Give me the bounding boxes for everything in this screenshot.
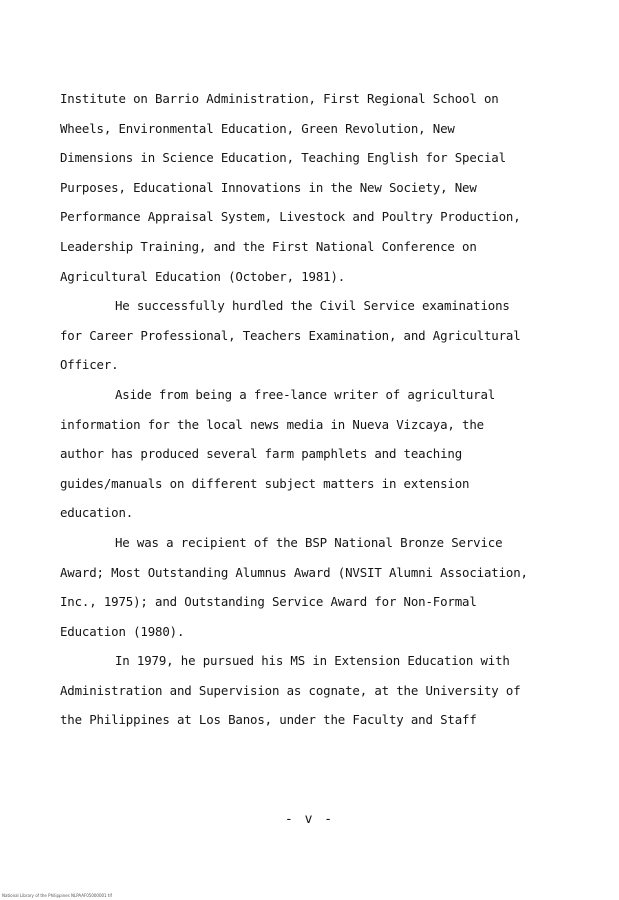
paragraph-start-line: He was a recipient of the BSP National Bronze Service [115, 534, 503, 550]
text-line: Administration and Supervision as cognate, at the University of [60, 682, 521, 698]
body-text [60, 84, 550, 735]
text-line: Wheels, Environmental Education, Green Revolution, New [60, 120, 455, 136]
text-line: the Philippines at Los Banos, under the Faculty and Staff [60, 712, 477, 728]
text-line: Institute on Barrio Administration, First Regional School on [60, 91, 499, 106]
text-line: Performance Appraisal System, Livestock and Poultry Production, [60, 209, 521, 225]
text-line: Dimensions in Science Education, Teaching English for Special [60, 150, 506, 166]
text-line: information for the local news media in Nueva Vizcaya, the [60, 416, 484, 432]
text-line: Education (1980). [60, 623, 185, 639]
text-line: for Career Professional, Teachers Examination, and Agricultural [60, 327, 521, 343]
text-line: Purposes, Educational Innovations in the New Society, New [60, 179, 477, 195]
text-line: Officer. [60, 357, 119, 373]
text-line: Agricultural Education (October, 1981). [60, 268, 346, 284]
page-number: - v - [284, 812, 335, 827]
paragraph-start-line: He successfully hurdled the Civil Service examinations [115, 298, 510, 314]
text-line: author has produced several farm pamphlets and teaching [60, 446, 463, 462]
paragraph-start-line: In 1979, he pursued his MS in Extension Education with [115, 653, 510, 669]
text-line: Leadership Training, and the First National Conference on [60, 238, 477, 254]
text-line: Award; Most Outstanding Alumnus Award (NVSIT Alumni Association, [60, 564, 528, 580]
paragraph-start-line: Aside from being a free-lance writer of agricultural [115, 386, 496, 402]
text-line: education. [60, 505, 134, 521]
text-line: Inc., 1975); and Outstanding Service Award for Non-Formal [60, 594, 477, 610]
text-line: guides/manuals on different subject matters in extension [60, 475, 470, 491]
scan-footer-mark: National Library of the Philippines NLPAAF05000001 tif [2, 893, 112, 898]
